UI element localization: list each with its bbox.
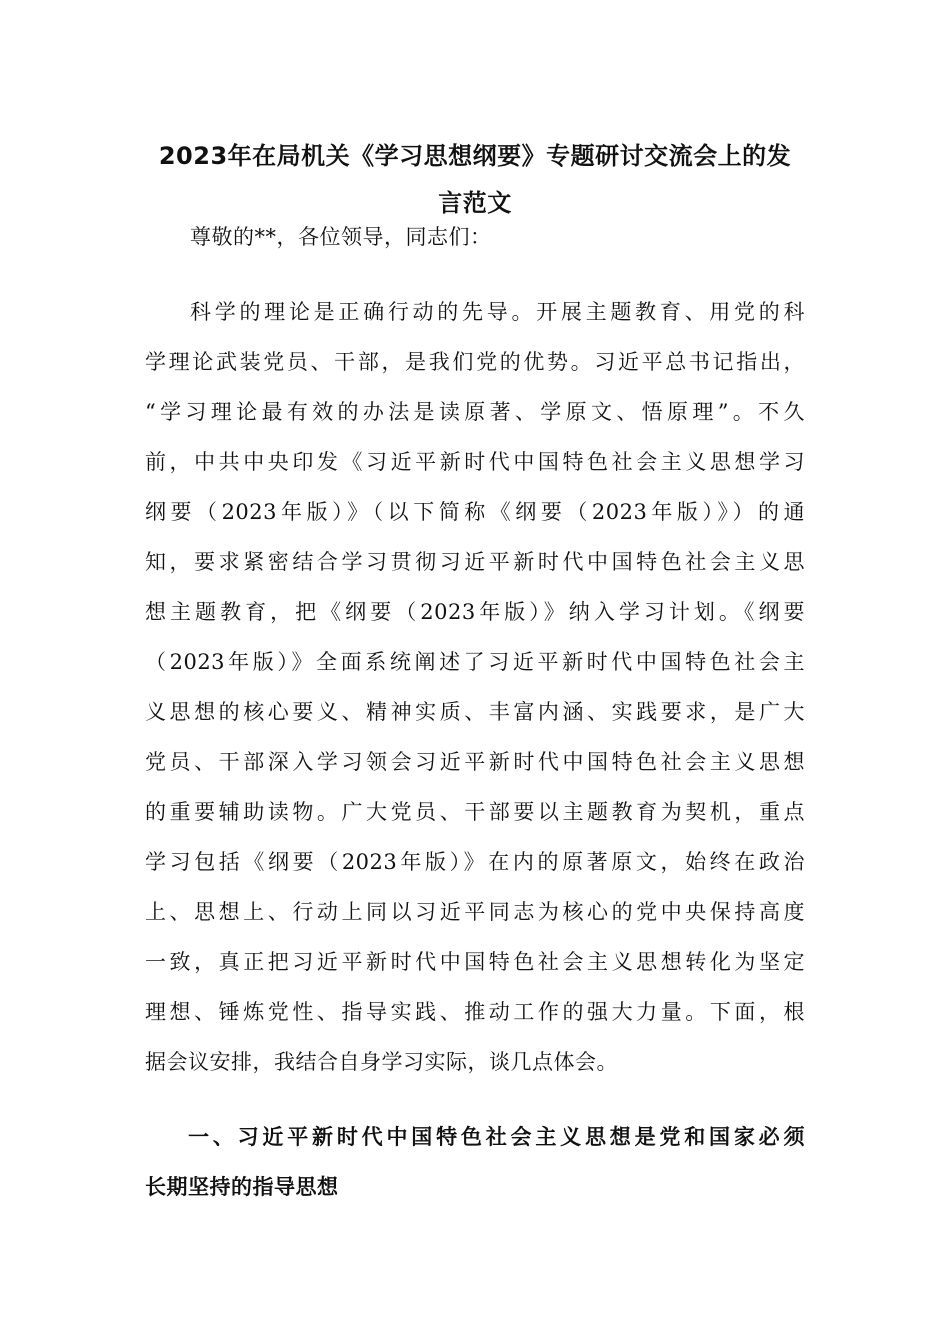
paragraph-line: 理想、锤炼党性、指导实践、推动工作的强大力量。下面，根 [145, 1000, 805, 1024]
paragraph-line: 一致，真正把习近平新时代中国特色社会主义思想转化为坚定 [145, 950, 805, 974]
paragraph-line: 科学的理论是正确行动的先导。开展主题教育、用党的科 [190, 300, 805, 324]
paragraph-line: 的重要辅助读物。广大党员、干部要以主题教育为契机，重点 [145, 800, 805, 824]
paragraph-line: 前，中共中央印发《习近平新时代中国特色社会主义思想学习 [145, 450, 805, 474]
paragraph-line: 学习包括《纲要（2023年版）》在内的原著原文，始终在政治 [145, 850, 805, 874]
paragraph-line: 想主题教育，把《纲要（2023年版）》纳入学习计划。《纲要 [145, 600, 805, 624]
paragraph-line: （2023年版）》全面系统阐述了习近平新时代中国特色社会主 [145, 650, 805, 674]
paragraph-line: 义思想的核心要义、精神实质、丰富内涵、实践要求，是广大 [145, 700, 805, 724]
paragraph-line: 上、思想上、行动上同以习近平同志为核心的党中央保持高度 [145, 900, 805, 924]
section-heading-line-1: 一、习近平新时代中国特色社会主义思想是党和国家必须 [188, 1125, 805, 1149]
salutation: 尊敬的**，各位领导，同志们： [190, 225, 492, 249]
section-heading-line-2: 长期坚持的指导思想 [145, 1175, 339, 1199]
document-title-line-2: 言范文 [438, 189, 512, 217]
paragraph-line: 据会议安排，我结合自身学习实际，谈几点体会。 [145, 1050, 618, 1074]
document-title-line-1: 2023年在局机关《学习思想纲要》专题研讨交流会上的发 [158, 142, 792, 170]
paragraph-line: 纲要（2023年版）》（以下简称《纲要（2023年版）》）的通 [145, 500, 805, 524]
paragraph-line: 党员、干部深入学习领会习近平新时代中国特色社会主义思想 [145, 750, 805, 774]
paragraph-line: 学理论武装党员、干部，是我们党的优势。习近平总书记指出， [145, 350, 805, 374]
paragraph-line: “学习理论最有效的办法是读原著、学原文、悟原理”。不久 [145, 400, 805, 424]
paragraph-line: 知，要求紧密结合学习贯彻习近平新时代中国特色社会主义思 [145, 550, 805, 574]
